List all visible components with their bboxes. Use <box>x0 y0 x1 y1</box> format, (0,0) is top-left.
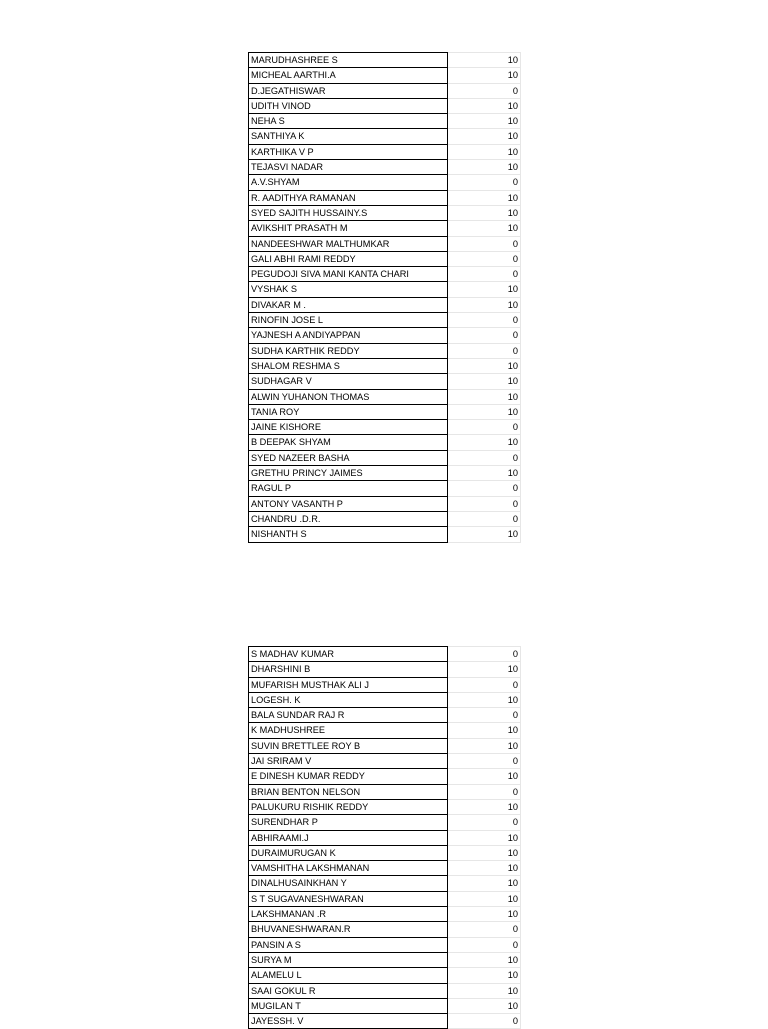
score-cell: 0 <box>448 251 521 266</box>
score-cell: 10 <box>448 297 521 312</box>
student-name-cell: DINALHUSAINKHAN Y <box>249 876 448 891</box>
score-cell: 10 <box>448 952 521 967</box>
score-cell: 10 <box>448 466 521 481</box>
score-cell: 10 <box>448 527 521 542</box>
student-name-cell: SUVIN BRETTLEE ROY B <box>249 738 448 753</box>
score-cell: 0 <box>448 677 521 692</box>
student-name-cell: NANDEESHWAR MALTHUMKAR <box>249 236 448 251</box>
student-name-cell: AVIKSHIT PRASATH M <box>249 221 448 236</box>
table-row <box>249 435 521 450</box>
student-name-cell: GRETHU PRINCY JAIMES <box>249 466 448 481</box>
student-name-cell: DURAIMURUGAN K <box>249 845 448 860</box>
score-cell: 10 <box>448 861 521 876</box>
student-name-cell: KARTHIKA V P <box>249 144 448 159</box>
score-cell: 0 <box>448 175 521 190</box>
student-name-cell: K MADHUSHREE <box>249 723 448 738</box>
table-row <box>249 404 521 419</box>
table-row <box>249 723 521 738</box>
table-row <box>249 68 521 83</box>
score-cell: 0 <box>448 496 521 511</box>
student-name-cell: MUGILAN T <box>249 998 448 1013</box>
score-cell: 0 <box>448 420 521 435</box>
student-name-cell: SAAI GOKUL R <box>249 983 448 998</box>
score-cell: 0 <box>448 647 521 662</box>
score-cell: 10 <box>448 374 521 389</box>
table-row <box>249 692 521 707</box>
table-row <box>249 830 521 845</box>
student-name-cell: ABHIRAAMI.J <box>249 830 448 845</box>
score-cell: 10 <box>448 98 521 113</box>
table-row <box>249 968 521 983</box>
table-row <box>249 876 521 891</box>
score-table-body <box>249 53 521 543</box>
score-cell: 10 <box>448 662 521 677</box>
table-row <box>249 129 521 144</box>
student-name-cell: ALAMELU L <box>249 968 448 983</box>
table-row <box>249 251 521 266</box>
student-name-cell: MICHEAL AARTHI.A <box>249 68 448 83</box>
table-row <box>249 175 521 190</box>
table-row <box>249 799 521 814</box>
score-cell: 10 <box>448 389 521 404</box>
score-cell: 0 <box>448 83 521 98</box>
table-row <box>249 236 521 251</box>
table-row <box>249 998 521 1013</box>
table-row <box>249 738 521 753</box>
score-cell: 10 <box>448 983 521 998</box>
score-cell: 0 <box>448 481 521 496</box>
student-name-cell: SYED SAJITH HUSSAINY.S <box>249 205 448 220</box>
table-row <box>249 205 521 220</box>
score-cell: 10 <box>448 891 521 906</box>
table-row <box>249 677 521 692</box>
student-name-cell: NEHA S <box>249 114 448 129</box>
table-row <box>249 221 521 236</box>
student-name-cell: VAMSHITHA LAKSHMANAN <box>249 861 448 876</box>
score-cell: 10 <box>448 998 521 1013</box>
student-name-cell: S MADHAV KUMAR <box>249 647 448 662</box>
student-name-cell: SANTHIYA K <box>249 129 448 144</box>
score-cell: 0 <box>448 754 521 769</box>
student-name-cell: B DEEPAK SHYAM <box>249 435 448 450</box>
table-row <box>249 647 521 662</box>
student-name-cell: BRIAN BENTON NELSON <box>249 784 448 799</box>
score-cell: 0 <box>448 267 521 282</box>
table-row <box>249 297 521 312</box>
student-name-cell: PANSIN A S <box>249 937 448 952</box>
score-cell: 10 <box>448 129 521 144</box>
score-cell: 10 <box>448 738 521 753</box>
score-cell: 10 <box>448 404 521 419</box>
score-cell: 0 <box>448 937 521 952</box>
table-row <box>249 891 521 906</box>
score-cell: 10 <box>448 845 521 860</box>
table-row <box>249 53 521 68</box>
student-name-cell: LOGESH. K <box>249 692 448 707</box>
score-cell: 10 <box>448 221 521 236</box>
table-row <box>249 144 521 159</box>
student-name-cell: BALA SUNDAR RAJ R <box>249 708 448 723</box>
score-cell: 10 <box>448 907 521 922</box>
table-row <box>249 481 521 496</box>
student-name-cell: GALI ABHI RAMI REDDY <box>249 251 448 266</box>
score-cell: 10 <box>448 830 521 845</box>
student-name-cell: MUFARISH MUSTHAK ALI J <box>249 677 448 692</box>
student-name-cell: SHALOM RESHMA S <box>249 358 448 373</box>
table-row <box>249 389 521 404</box>
table-row <box>249 114 521 129</box>
table-row <box>249 450 521 465</box>
student-name-cell: JAYESSH. V <box>249 1014 448 1029</box>
student-name-cell: NISHANTH S <box>249 527 448 542</box>
student-name-cell: JAINE KISHORE <box>249 420 448 435</box>
score-cell: 10 <box>448 358 521 373</box>
student-name-cell: DHARSHINI B <box>249 662 448 677</box>
score-table-2 <box>248 646 521 1029</box>
table-row <box>249 343 521 358</box>
student-name-cell: R. AADITHYA RAMANAN <box>249 190 448 205</box>
table-row <box>249 98 521 113</box>
student-name-cell: SYED NAZEER BASHA <box>249 450 448 465</box>
table-row <box>249 662 521 677</box>
student-name-cell: S T SUGAVANESHWARAN <box>249 891 448 906</box>
table-row <box>249 708 521 723</box>
table-row <box>249 907 521 922</box>
table-row <box>249 1014 521 1029</box>
student-name-cell: RINOFIN JOSE L <box>249 313 448 328</box>
table-row <box>249 511 521 526</box>
student-name-cell: SUDHAGAR V <box>249 374 448 389</box>
score-cell: 0 <box>448 511 521 526</box>
student-name-cell: SURENDHAR P <box>249 815 448 830</box>
score-cell: 10 <box>448 282 521 297</box>
table-row <box>249 815 521 830</box>
table-row <box>249 527 521 542</box>
score-cell: 10 <box>448 160 521 175</box>
student-name-cell: TEJASVI NADAR <box>249 160 448 175</box>
score-cell: 10 <box>448 435 521 450</box>
score-cell: 0 <box>448 236 521 251</box>
score-cell: 10 <box>448 692 521 707</box>
score-table-1 <box>248 52 521 543</box>
student-name-cell: E DINESH KUMAR REDDY <box>249 769 448 784</box>
student-name-cell: LAKSHMANAN .R <box>249 907 448 922</box>
table-row <box>249 784 521 799</box>
student-name-cell: SUDHA KARTHIK REDDY <box>249 343 448 358</box>
score-cell: 10 <box>448 190 521 205</box>
student-name-cell: DIVAKAR M . <box>249 297 448 312</box>
table-row <box>249 160 521 175</box>
table-row <box>249 496 521 511</box>
score-cell: 10 <box>448 68 521 83</box>
score-cell: 10 <box>448 114 521 129</box>
student-name-cell: BHUVANESHWARAN.R <box>249 922 448 937</box>
score-cell: 0 <box>448 708 521 723</box>
score-cell: 10 <box>448 205 521 220</box>
score-cell: 10 <box>448 769 521 784</box>
student-name-cell: VYSHAK S <box>249 282 448 297</box>
table-row <box>249 190 521 205</box>
table-row <box>249 861 521 876</box>
table-row <box>249 267 521 282</box>
table-row <box>249 313 521 328</box>
student-name-cell: CHANDRU .D.R. <box>249 511 448 526</box>
student-name-cell: PALUKURU RISHIK REDDY <box>249 799 448 814</box>
score-cell: 0 <box>448 922 521 937</box>
table-row <box>249 983 521 998</box>
table-row <box>249 937 521 952</box>
score-cell: 10 <box>448 876 521 891</box>
table-row <box>249 754 521 769</box>
score-cell: 0 <box>448 450 521 465</box>
student-name-cell: ALWIN YUHANON THOMAS <box>249 389 448 404</box>
student-name-cell: ANTONY VASANTH P <box>249 496 448 511</box>
student-name-cell: YAJNESH A ANDIYAPPAN <box>249 328 448 343</box>
table-row <box>249 420 521 435</box>
score-cell: 10 <box>448 144 521 159</box>
score-cell: 10 <box>448 723 521 738</box>
score-cell: 0 <box>448 328 521 343</box>
table-row <box>249 922 521 937</box>
table-row <box>249 952 521 967</box>
score-cell: 10 <box>448 53 521 68</box>
score-cell: 10 <box>448 799 521 814</box>
student-name-cell: MARUDHASHREE S <box>249 53 448 68</box>
student-name-cell: SURYA M <box>249 952 448 967</box>
score-cell: 0 <box>448 784 521 799</box>
student-name-cell: TANIA ROY <box>249 404 448 419</box>
student-name-cell: PEGUDOJI SIVA MANI KANTA CHARI <box>249 267 448 282</box>
score-cell: 10 <box>448 968 521 983</box>
score-cell: 0 <box>448 313 521 328</box>
score-cell: 0 <box>448 815 521 830</box>
score-cell: 0 <box>448 343 521 358</box>
student-name-cell: JAI SRIRAM V <box>249 754 448 769</box>
student-name-cell: D.JEGATHISWAR <box>249 83 448 98</box>
table-row <box>249 358 521 373</box>
table-row <box>249 769 521 784</box>
table-row <box>249 282 521 297</box>
table-row <box>249 845 521 860</box>
table-row <box>249 466 521 481</box>
table-row <box>249 83 521 98</box>
score-table-body <box>249 647 521 1029</box>
table-row <box>249 328 521 343</box>
student-name-cell: UDITH VINOD <box>249 98 448 113</box>
student-name-cell: RAGUL P <box>249 481 448 496</box>
student-name-cell: A.V.SHYAM <box>249 175 448 190</box>
score-cell: 0 <box>448 1014 521 1029</box>
table-row <box>249 374 521 389</box>
